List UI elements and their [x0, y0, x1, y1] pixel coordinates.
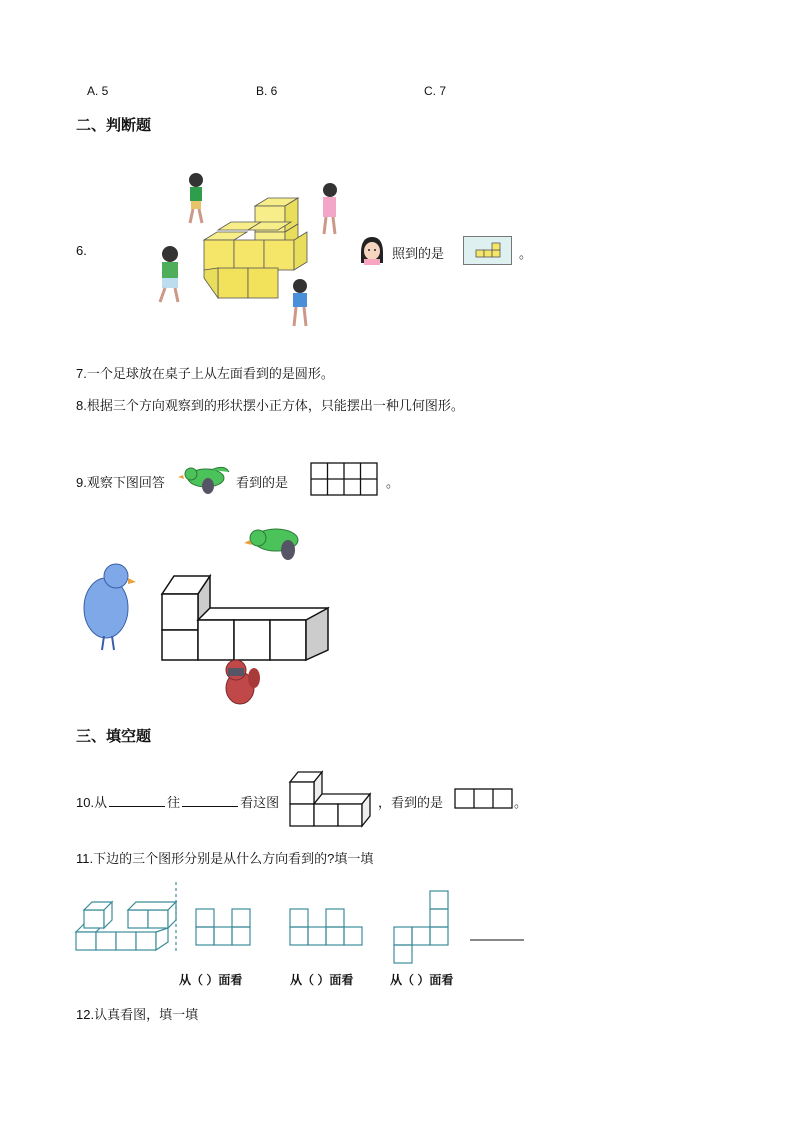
q10-blank-1[interactable]: [109, 794, 165, 807]
q11-figures: [74, 880, 534, 970]
q10-part4: ，看到的是: [378, 795, 444, 810]
q10-blank-2[interactable]: [182, 794, 238, 807]
kid-top: [189, 173, 203, 223]
option-c: C. 7: [424, 84, 447, 98]
q6-answer-view-image: [463, 236, 513, 266]
q11-text: 11.下边的三个图形分别是从什么方向看到的?填一填: [76, 851, 374, 866]
q9-prefix: 9.观察下图回答: [76, 475, 165, 490]
q10-end: 。: [514, 795, 528, 810]
option-b: B. 6: [256, 84, 278, 98]
q9-scene: [76, 518, 336, 718]
section-title-fill-blanks: 三、填空题: [76, 728, 152, 745]
q11-label-2: 从（ ）面看: [290, 973, 354, 987]
q9-view-grid: [310, 462, 380, 498]
q8-text: 8.根据三个方向观察到的形状摆小正方体，只能摆出一种几何图形。: [76, 398, 464, 413]
q7-text: 7.一个足球放在桌子上从左面看到的是圆形。: [76, 366, 334, 381]
q10-part2: 往: [167, 795, 181, 810]
q10-cube-figure: [288, 770, 378, 830]
q11-label-1: 从（ ）面看: [179, 973, 243, 987]
q9-mid: 看到的是: [236, 475, 289, 490]
q10-part3: 看这图: [240, 795, 280, 810]
q10-view-grid: [454, 788, 516, 812]
option-a: A. 5: [87, 84, 109, 98]
girl-face-icon: [358, 235, 386, 265]
section-title-judgement: 二、判断题: [76, 117, 152, 134]
q6-number: 6.: [76, 243, 87, 258]
q11-label-3: 从（ ）面看: [390, 973, 454, 987]
q6-cube-scene: [150, 168, 350, 338]
green-bird-icon: [181, 462, 231, 496]
q6-end: 。: [519, 246, 533, 261]
q12-text: 12.认真看图，填一填: [76, 1007, 199, 1022]
q10-part1: 10.从: [76, 795, 108, 810]
q10-text: [76, 792, 279, 811]
q9-end: 。: [386, 475, 400, 490]
q6-text: 照到的是: [392, 246, 445, 261]
